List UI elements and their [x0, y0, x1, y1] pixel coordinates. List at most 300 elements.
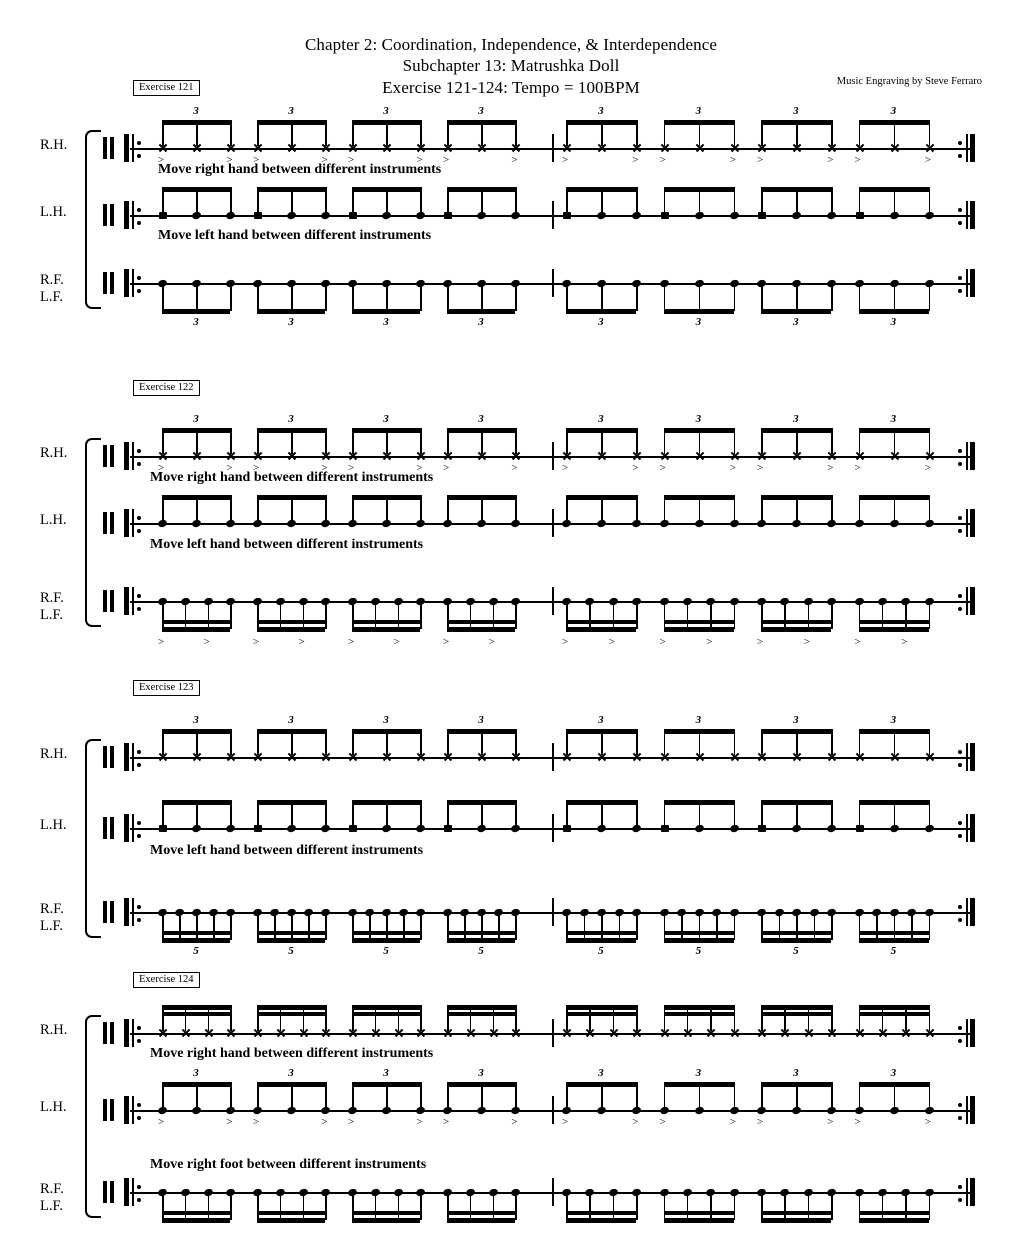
- closing-barline: [970, 587, 975, 615]
- opening-barline-thin: [132, 201, 134, 229]
- beam-secondary: [566, 1012, 636, 1016]
- tuplet-number: 5: [793, 945, 799, 957]
- accent-mark: [855, 462, 861, 474]
- repeat-dots-open: [137, 208, 141, 225]
- notehead-cross: [855, 1028, 865, 1038]
- notehead-cross: [683, 1028, 693, 1038]
- tuplet-number: 3: [598, 316, 604, 328]
- notehead: [416, 1106, 427, 1115]
- beam-secondary: [352, 620, 420, 624]
- tuplet-number: 3: [193, 413, 199, 425]
- notehead: [906, 908, 917, 917]
- middle-barline: [552, 134, 554, 162]
- note-stem: [230, 1082, 232, 1108]
- tuplet-number: 3: [793, 105, 799, 117]
- notehead: [682, 1188, 693, 1197]
- exercise-label: Exercise 124: [133, 972, 200, 988]
- notehead: [877, 1188, 888, 1197]
- notehead-cross: [276, 1028, 286, 1038]
- notehead: [854, 279, 865, 288]
- notehead-cross: [632, 752, 642, 762]
- repeat-dots-open: [137, 821, 141, 838]
- system-brace: [85, 438, 101, 627]
- notehead-square: [349, 825, 357, 832]
- notehead-cross: [443, 752, 453, 762]
- opening-barline: [124, 743, 129, 771]
- repeat-dots-close: [958, 1185, 962, 1202]
- tuplet-number: 3: [193, 714, 199, 726]
- notehead-cross: [562, 752, 572, 762]
- notehead: [298, 1188, 309, 1197]
- tuplet-number: 3: [193, 316, 199, 328]
- notehead: [476, 908, 487, 917]
- beam-secondary: [761, 620, 831, 624]
- accent-mark: [660, 462, 666, 474]
- notehead-cross: [348, 451, 358, 461]
- notehead: [561, 908, 572, 917]
- notehead-cross: [585, 1028, 595, 1038]
- notehead: [269, 908, 280, 917]
- notehead: [614, 908, 625, 917]
- notehead: [871, 908, 882, 917]
- note-stem: [761, 495, 763, 521]
- notehead: [561, 1106, 572, 1115]
- notehead: [191, 824, 202, 833]
- closing-barline-thin: [966, 134, 968, 162]
- accent-mark: [443, 462, 449, 474]
- notehead: [298, 597, 309, 606]
- notehead: [208, 908, 219, 917]
- beam: [257, 1005, 325, 1010]
- notehead: [157, 597, 168, 606]
- opening-barline: [124, 1019, 129, 1047]
- note-stem: [636, 1082, 638, 1108]
- opening-barline: [124, 1096, 129, 1124]
- notehead: [711, 908, 722, 917]
- tuplet-number: 3: [478, 714, 484, 726]
- note-stem: [325, 800, 327, 826]
- note-stem: [386, 495, 388, 521]
- note-stem: [420, 800, 422, 826]
- note-stem: [162, 800, 164, 826]
- instruction-text: Move left hand between different instruments: [150, 537, 424, 552]
- notehead: [347, 1106, 358, 1115]
- notehead: [321, 519, 332, 528]
- notehead-cross: [287, 451, 297, 461]
- notehead-cross: [382, 143, 392, 153]
- notehead: [631, 824, 642, 833]
- note-stem: [831, 187, 833, 213]
- notehead-cross: [348, 143, 358, 153]
- notehead: [561, 519, 572, 528]
- notehead: [157, 1106, 168, 1115]
- notehead-cross: [804, 1028, 814, 1038]
- notehead: [631, 279, 642, 288]
- notehead: [579, 908, 590, 917]
- tuplet-number: 3: [890, 413, 897, 425]
- beam: [447, 1218, 515, 1223]
- notehead-cross: [597, 752, 607, 762]
- note-stem: [894, 1082, 896, 1108]
- closing-barline-thin: [966, 269, 968, 297]
- repeat-dots-close: [958, 276, 962, 293]
- beam-secondary: [859, 1012, 929, 1016]
- notehead-cross: [632, 451, 642, 461]
- notehead-cross: [158, 752, 168, 762]
- notehead: [631, 519, 642, 528]
- beam-secondary: [859, 1211, 929, 1215]
- notehead: [596, 519, 607, 528]
- notehead-cross: [253, 1028, 263, 1038]
- notehead: [924, 908, 935, 917]
- notehead: [347, 597, 358, 606]
- notehead: [476, 1106, 487, 1115]
- notehead-cross: [511, 1028, 521, 1038]
- notehead: [416, 1188, 427, 1197]
- accent-mark: [348, 1116, 354, 1128]
- accent-mark: [158, 636, 164, 648]
- notehead: [608, 597, 619, 606]
- notehead-cross: [660, 143, 670, 153]
- repeat-dots-close: [958, 449, 962, 466]
- notehead-cross: [253, 451, 263, 461]
- notehead: [381, 908, 392, 917]
- notehead: [511, 1106, 522, 1115]
- instruction-text: Move right hand between different instruments: [150, 470, 434, 485]
- notehead: [203, 597, 214, 606]
- notehead-cross: [827, 451, 837, 461]
- notehead: [174, 908, 185, 917]
- note-stem: [447, 1082, 449, 1108]
- note-stem: [291, 187, 293, 213]
- tuplet-number: 5: [695, 945, 702, 957]
- tuplet-number: 5: [598, 945, 604, 957]
- notehead: [393, 597, 404, 606]
- notehead: [180, 1188, 191, 1197]
- notehead: [780, 597, 791, 606]
- note-stem: [566, 800, 568, 826]
- hand-label-lf: L.F.: [40, 289, 64, 305]
- accent-mark: [925, 462, 931, 474]
- notehead: [488, 597, 499, 606]
- opening-barline: [124, 269, 129, 297]
- accent-mark: [348, 636, 354, 648]
- notehead: [459, 908, 470, 917]
- tuplet-number: 3: [695, 316, 702, 328]
- notehead: [226, 279, 237, 288]
- tuplet-number: 3: [695, 1067, 702, 1079]
- opening-barline: [124, 134, 129, 162]
- notehead-cross: [348, 1028, 358, 1038]
- beam-secondary: [566, 620, 636, 624]
- notehead: [826, 211, 837, 220]
- note-stem: [257, 1082, 259, 1108]
- opening-barline: [124, 814, 129, 842]
- accent-mark: [660, 154, 666, 166]
- closing-barline: [970, 442, 975, 470]
- tuplet-number: 3: [890, 1067, 897, 1079]
- tuplet-number: 3: [288, 316, 294, 328]
- notehead: [416, 279, 427, 288]
- tuplet-number: 5: [478, 945, 484, 957]
- hand-label-rf: R.F.: [40, 901, 64, 917]
- beam-secondary: [352, 1012, 420, 1016]
- repeat-dots-open: [137, 516, 141, 533]
- notehead: [791, 1106, 802, 1115]
- notehead: [780, 1188, 791, 1197]
- notehead-cross: [253, 752, 263, 762]
- accent-mark: [632, 1116, 638, 1128]
- beam: [352, 627, 420, 632]
- accent-mark: [660, 636, 666, 648]
- notehead-cross: [443, 451, 453, 461]
- notehead-cross: [706, 1028, 716, 1038]
- beam: [162, 1005, 230, 1010]
- opening-barline: [124, 442, 129, 470]
- notehead: [756, 519, 767, 528]
- note-stem: [515, 495, 517, 521]
- notehead-square: [159, 825, 167, 832]
- note-stem: [230, 187, 232, 213]
- note-stem: [481, 187, 483, 213]
- tuplet-number: 3: [288, 105, 294, 117]
- tuplet-number: 3: [598, 714, 604, 726]
- notehead-cross: [321, 451, 331, 461]
- tuplet-number: 3: [478, 105, 484, 117]
- notehead-cross: [925, 451, 935, 461]
- tuplet-number: 3: [288, 1067, 294, 1079]
- opening-barline: [124, 509, 129, 537]
- notehead-cross: [878, 1028, 888, 1038]
- closing-barline: [970, 814, 975, 842]
- notehead: [511, 1188, 522, 1197]
- note-stem: [761, 187, 763, 213]
- notehead: [347, 908, 358, 917]
- opening-barline-thin: [132, 1178, 134, 1206]
- note-stem: [447, 800, 449, 826]
- opening-barline-thin: [132, 1019, 134, 1047]
- tuplet-number: 3: [793, 1067, 799, 1079]
- note-stem: [566, 187, 568, 213]
- hand-label-rh: R.H.: [40, 746, 68, 762]
- tuplet-number: 3: [383, 714, 389, 726]
- notehead: [286, 908, 297, 917]
- instruction-text: Move right hand between different instruments: [158, 162, 442, 177]
- accent-mark: [804, 636, 810, 648]
- notehead: [561, 1188, 572, 1197]
- notehead: [694, 824, 705, 833]
- notehead-cross: [382, 752, 392, 762]
- notehead: [889, 211, 900, 220]
- closing-barline-thin: [966, 898, 968, 926]
- exercise-label: Exercise 123: [133, 680, 200, 696]
- system-brace: [85, 1015, 101, 1218]
- notehead: [488, 1188, 499, 1197]
- hand-label-lh: L.H.: [40, 204, 67, 220]
- notehead-cross: [321, 1028, 331, 1038]
- hand-label-lf: L.F.: [40, 1198, 64, 1214]
- repeat-dots-open: [137, 594, 141, 611]
- notehead: [729, 1188, 740, 1197]
- closing-barline: [970, 1019, 975, 1047]
- notehead-square: [563, 212, 571, 219]
- notehead-cross: [562, 451, 572, 461]
- notehead: [729, 824, 740, 833]
- closing-barline: [970, 1096, 975, 1124]
- note-stem: [196, 1082, 198, 1108]
- notehead-cross: [855, 143, 865, 153]
- notehead-cross: [597, 451, 607, 461]
- note-stem: [352, 495, 354, 521]
- percussion-clef: [103, 817, 115, 839]
- note-stem: [481, 800, 483, 826]
- notehead-cross: [158, 143, 168, 153]
- note-stem: [352, 1082, 354, 1108]
- repeat-dots-open: [137, 1026, 141, 1043]
- instruction-text: Move left hand between different instruments: [158, 228, 432, 243]
- note-stem: [420, 1082, 422, 1108]
- note-stem: [929, 800, 931, 826]
- notehead-cross: [890, 451, 900, 461]
- notehead-cross: [416, 451, 426, 461]
- tuplet-number: 3: [793, 316, 799, 328]
- closing-barline: [970, 898, 975, 926]
- notehead: [347, 1188, 358, 1197]
- percussion-clef: [103, 272, 115, 294]
- notehead: [511, 279, 522, 288]
- note-stem: [699, 1082, 701, 1108]
- notehead-cross: [382, 451, 392, 461]
- notehead-cross: [416, 752, 426, 762]
- note-stem: [699, 800, 701, 826]
- note-stem: [230, 800, 232, 826]
- repeat-dots-close: [958, 750, 962, 767]
- notehead: [442, 597, 453, 606]
- notehead-cross: [827, 752, 837, 762]
- middle-barline: [552, 509, 554, 537]
- hand-label-lf: L.F.: [40, 918, 64, 934]
- middle-barline: [552, 587, 554, 615]
- notehead-cross: [477, 451, 487, 461]
- notehead: [596, 211, 607, 220]
- notehead: [756, 1188, 767, 1197]
- beam: [859, 1218, 929, 1223]
- beam-secondary: [664, 620, 734, 624]
- note-stem: [162, 1082, 164, 1108]
- accent-mark: [827, 154, 833, 166]
- accent-mark: [757, 462, 763, 474]
- note-stem: [162, 495, 164, 521]
- notehead-cross: [730, 451, 740, 461]
- notehead: [226, 1188, 237, 1197]
- beam-secondary: [664, 1211, 734, 1215]
- notehead: [756, 908, 767, 917]
- note-stem: [257, 187, 259, 213]
- note-stem: [601, 800, 603, 826]
- notehead: [511, 597, 522, 606]
- note-stem: [352, 187, 354, 213]
- beam: [859, 627, 929, 632]
- notehead-cross: [511, 143, 521, 153]
- beam-secondary: [566, 1211, 636, 1215]
- notehead: [756, 1106, 767, 1115]
- accent-mark: [757, 1116, 763, 1128]
- tuplet-number: 3: [890, 316, 897, 328]
- accent-mark: [855, 154, 861, 166]
- opening-barline-thin: [132, 587, 134, 615]
- repeat-dots-open: [137, 1103, 141, 1120]
- notehead: [756, 279, 767, 288]
- note-stem: [929, 187, 931, 213]
- opening-barline-thin: [132, 134, 134, 162]
- middle-barline: [552, 201, 554, 229]
- notehead: [275, 597, 286, 606]
- notehead: [321, 1106, 332, 1115]
- notehead: [803, 597, 814, 606]
- notehead-cross: [348, 752, 358, 762]
- note-stem: [386, 187, 388, 213]
- notehead-cross: [562, 1028, 572, 1038]
- beam: [761, 1218, 831, 1223]
- notehead: [596, 1106, 607, 1115]
- beam-secondary: [257, 620, 325, 624]
- notehead: [416, 597, 427, 606]
- notehead: [900, 1188, 911, 1197]
- notehead: [889, 279, 900, 288]
- note-stem: [664, 187, 666, 213]
- accent-mark: [632, 462, 638, 474]
- notehead: [321, 597, 332, 606]
- notehead-cross: [489, 1028, 499, 1038]
- beam-secondary: [162, 1211, 230, 1215]
- notehead: [791, 824, 802, 833]
- notehead: [631, 1188, 642, 1197]
- percussion-clef: [103, 204, 115, 226]
- note-stem: [196, 495, 198, 521]
- notehead: [826, 597, 837, 606]
- note-stem: [386, 800, 388, 826]
- repeat-dots-open: [137, 141, 141, 158]
- notehead: [826, 1188, 837, 1197]
- notehead-cross: [466, 1028, 476, 1038]
- notehead: [826, 1106, 837, 1115]
- accent-mark: [660, 1116, 666, 1128]
- note-stem: [796, 1082, 798, 1108]
- notehead: [321, 211, 332, 220]
- notehead: [854, 597, 865, 606]
- notehead: [381, 824, 392, 833]
- percussion-clef: [103, 901, 115, 923]
- percussion-clef: [103, 746, 115, 768]
- repeat-dots-open: [137, 905, 141, 922]
- percussion-clef: [103, 1022, 115, 1044]
- notehead-cross: [597, 143, 607, 153]
- notehead: [191, 519, 202, 528]
- notehead: [682, 597, 693, 606]
- engraver-credit: Music Engraving by Steve Ferraro: [836, 76, 982, 87]
- notehead: [694, 279, 705, 288]
- notehead: [561, 279, 572, 288]
- notehead-cross: [925, 1028, 935, 1038]
- notehead: [226, 908, 237, 917]
- notehead-cross: [226, 1028, 236, 1038]
- beam: [761, 1005, 831, 1010]
- accent-mark: [925, 1116, 931, 1128]
- notehead: [252, 597, 263, 606]
- notehead: [659, 908, 670, 917]
- notehead-cross: [730, 752, 740, 762]
- notehead: [286, 211, 297, 220]
